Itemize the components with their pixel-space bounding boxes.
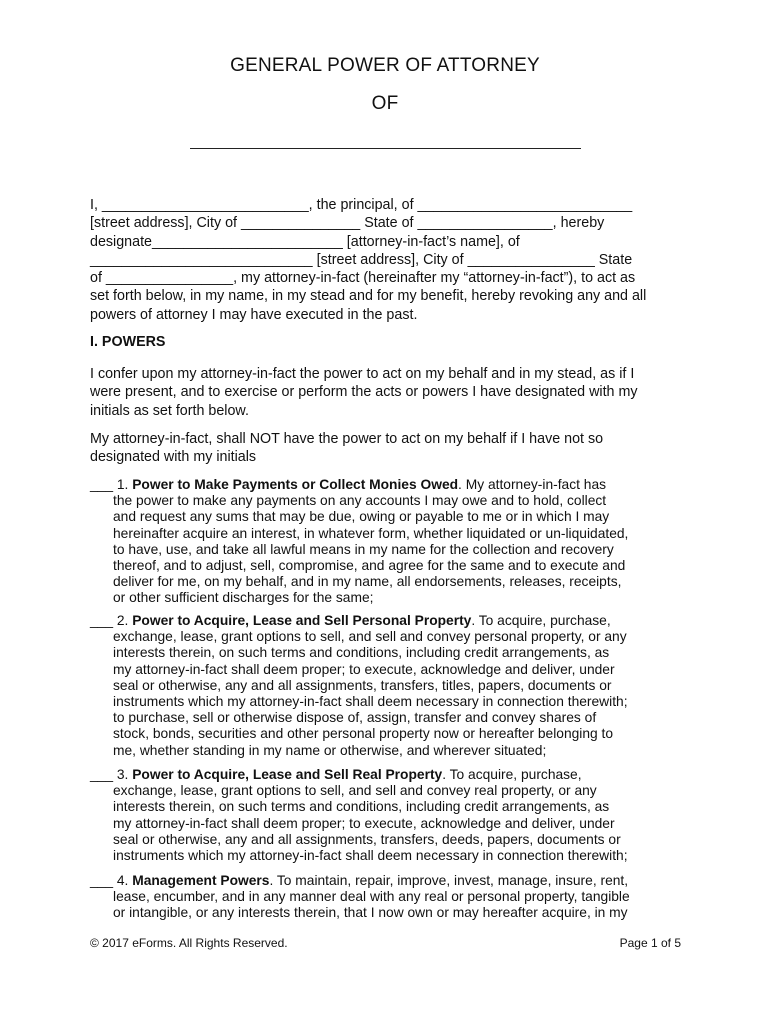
- power-heading: Power to Acquire, Lease and Sell Personal Property: [132, 613, 472, 628]
- intro-line: set forth below, in my name, in my stead and for my benefit, hereby revoking any and all: [90, 288, 647, 305]
- power-heading: Power to Make Payments or Collect Monies Owed: [132, 477, 459, 492]
- paragraph-line: initials as set forth below.: [90, 402, 249, 419]
- initials-blank[interactable]: ___ 1.: [90, 477, 133, 492]
- powers-intro-paragraph: [90, 365, 682, 420]
- power-item-2: ___ 2. Power to Acquire, Lease and Sell Personal Property. To acquire, purchase, exchange, lease, grant options to sell, and sell and convey personal property, or any interests therein, on such terms and conditions, including credit arrangements, as my attorney-in-fact shall deem proper; to execute, acknowledge and deliver, under seal or otherwise, any and all assignments, transfers, titles, papers, documents or instruments which my attorney-in-fact shall deem necessary in connection therewith; to purchase, sell or otherwise dispose of, assign, transfer and convey shares of stock, bonds, securities and other personal property now or hereafter belonging to me, whether standing in my name or otherwise, and wherever situated;: [90, 613, 628, 758]
- paragraph-line: My attorney-in-fact, shall NOT have the power to act on my behalf if I have not so: [90, 431, 604, 447]
- paragraph-line: designated with my initials: [90, 449, 257, 466]
- section-heading-powers: I. POWERS: [90, 334, 166, 350]
- intro-paragraph: [90, 196, 682, 324]
- initials-blank[interactable]: ___ 3.: [90, 767, 133, 782]
- power-item-3: ___ 3. Power to Acquire, Lease and Sell Real Property. To acquire, purchase, exchange, lease, grant options to sell, and sell and convey real property, or any interests therein, on such terms and conditions, including credit arrangements, as my attorney-in-fact shall deem proper; to execute, acknowledge and deliver, under seal or otherwise, any and all assignments, transfers, deeds, papers, documents or instruments which my attorney-in-fact shall deem necessary in connection therewith;: [90, 767, 628, 864]
- principal-name-line: [190, 148, 581, 149]
- intro-line: of ________________, my attorney-in-fact (hereinafter my “attorney-in-fact”), to act as: [90, 270, 636, 287]
- power-item-1: ___ 1. Power to Make Payments or Collect Monies Owed. My attorney-in-fact has the power to make any payments on any accounts I may owe and to hold, collect and request any sums that may be due, owing or payable to me or in which I may hereinafter acquire an interest, in whatever form, whether liquidated or un-liquidated, to have, use, and take all lawful means in my name for the collection and recovery thereof, and to adjust, sell, compromise, and agree for the same and to execute and deliver for me, on my behalf, and in my name, all endorsements, releases, receipts, or other sufficient discharges for the same;: [90, 477, 629, 606]
- intro-line: I, __________________________, the principal, of ___________________________: [90, 197, 633, 213]
- power-item-4: ___ 4. Management Powers. To maintain, repair, improve, invest, manage, insure, rent, lease, encumber, and in any manner deal with any real or personal property, tangible or intangible, or any interests therein, that I now own or may hereafter acquire, in my: [90, 873, 630, 921]
- initials-requirement-paragraph: [90, 430, 682, 467]
- footer-copyright: © 2017 eForms. All Rights Reserved.: [90, 936, 288, 950]
- initials-blank[interactable]: ___ 4.: [90, 873, 133, 888]
- document-subtitle: OF: [371, 93, 399, 114]
- footer-page-number: Page 1 of 5: [619, 936, 681, 950]
- intro-line: powers of attorney I may have executed in the past.: [90, 306, 418, 323]
- paragraph-line: were present, and to exercise or perform the acts or powers I have designated with my: [90, 384, 638, 401]
- intro-line: ____________________________ [street address], City of ________________ State: [90, 251, 633, 268]
- intro-line: [street address], City of _______________ State of _________________, hereby: [90, 215, 605, 232]
- initials-blank[interactable]: ___ 2.: [90, 613, 133, 628]
- power-heading: Power to Acquire, Lease and Sell Real Property: [132, 767, 443, 782]
- intro-line: designate________________________ [attorney-in-fact’s name], of: [90, 233, 520, 250]
- paragraph-line: I confer upon my attorney-in-fact the power to act on my behalf and in my stead, as if I: [90, 366, 635, 382]
- power-heading: Management Powers: [132, 873, 270, 888]
- document-title: GENERAL POWER OF ATTORNEY: [230, 55, 540, 76]
